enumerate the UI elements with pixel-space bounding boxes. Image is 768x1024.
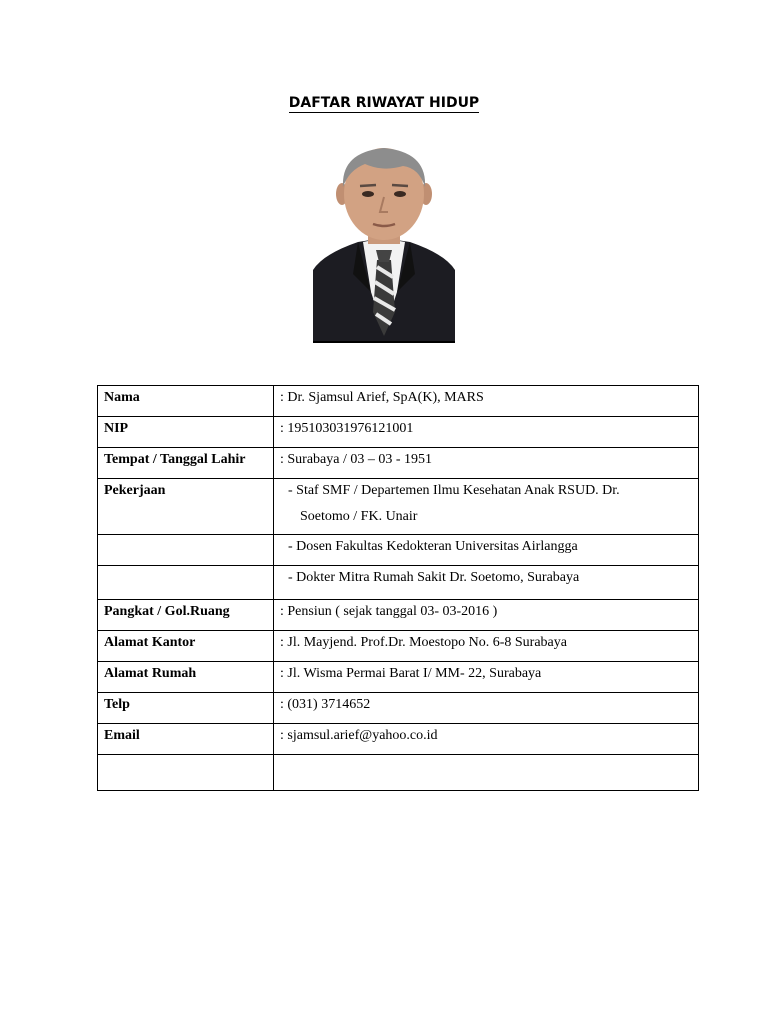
row-value: : Pensiun ( sejak tanggal 03- 03-2016 ) [274, 600, 699, 631]
table-row [98, 724, 699, 755]
row-value: : Dr. Sjamsul Arief, SpA(K), MARS [274, 386, 699, 417]
row-value: : 195103031976121001 [274, 417, 699, 448]
table-row [98, 631, 699, 662]
portrait-photo-image [313, 142, 455, 341]
row-value: : Jl. Mayjend. Prof.Dr. Moestopo No. 6-8 Surabaya [274, 631, 699, 662]
table-row [98, 662, 699, 693]
row-value [274, 755, 699, 791]
table-row [98, 566, 699, 600]
table-row [98, 693, 699, 724]
row-value-line: - Staf SMF / Departemen Ilmu Kesehatan Anak RSUD. Dr. [288, 483, 620, 498]
row-label [98, 755, 274, 791]
row-value: : sjamsul.arief@yahoo.co.id [274, 724, 699, 755]
row-label: Email [98, 724, 274, 755]
row-label [98, 535, 274, 566]
table-row [98, 600, 699, 631]
row-label: Pangkat / Gol.Ruang [98, 600, 274, 631]
row-label: Telp [98, 693, 274, 724]
row-value: : Surabaya / 03 – 03 - 1951 [274, 448, 699, 479]
table-row [98, 417, 699, 448]
portrait-photo [313, 142, 455, 343]
row-value: - Dosen Fakultas Kedokteran Universitas Airlangga [274, 535, 699, 566]
table-row [98, 755, 699, 791]
row-value [274, 479, 699, 535]
row-label [98, 566, 274, 600]
row-value: - Dokter Mitra Rumah Sakit Dr. Soetomo, Surabaya [274, 566, 699, 600]
row-label: NIP [98, 417, 274, 448]
row-label: Pekerjaan [98, 479, 274, 535]
table-row [98, 386, 699, 417]
document-title-text: DAFTAR RIWAYAT HIDUP [288, 95, 480, 111]
table-row [98, 479, 699, 535]
row-label: Alamat Rumah [98, 662, 274, 693]
table-row [98, 535, 699, 566]
biodata-table [97, 385, 699, 791]
table-row [98, 448, 699, 479]
row-value: : Jl. Wisma Permai Barat I/ MM- 22, Surabaya [274, 662, 699, 693]
row-label: Alamat Kantor [98, 631, 274, 662]
row-label: Tempat / Tanggal Lahir [98, 448, 274, 479]
row-value-line: Soetomo / FK. Unair [300, 509, 418, 524]
document-title [0, 95, 768, 111]
row-value: : (031) 3714652 [274, 693, 699, 724]
row-label: Nama [98, 386, 274, 417]
